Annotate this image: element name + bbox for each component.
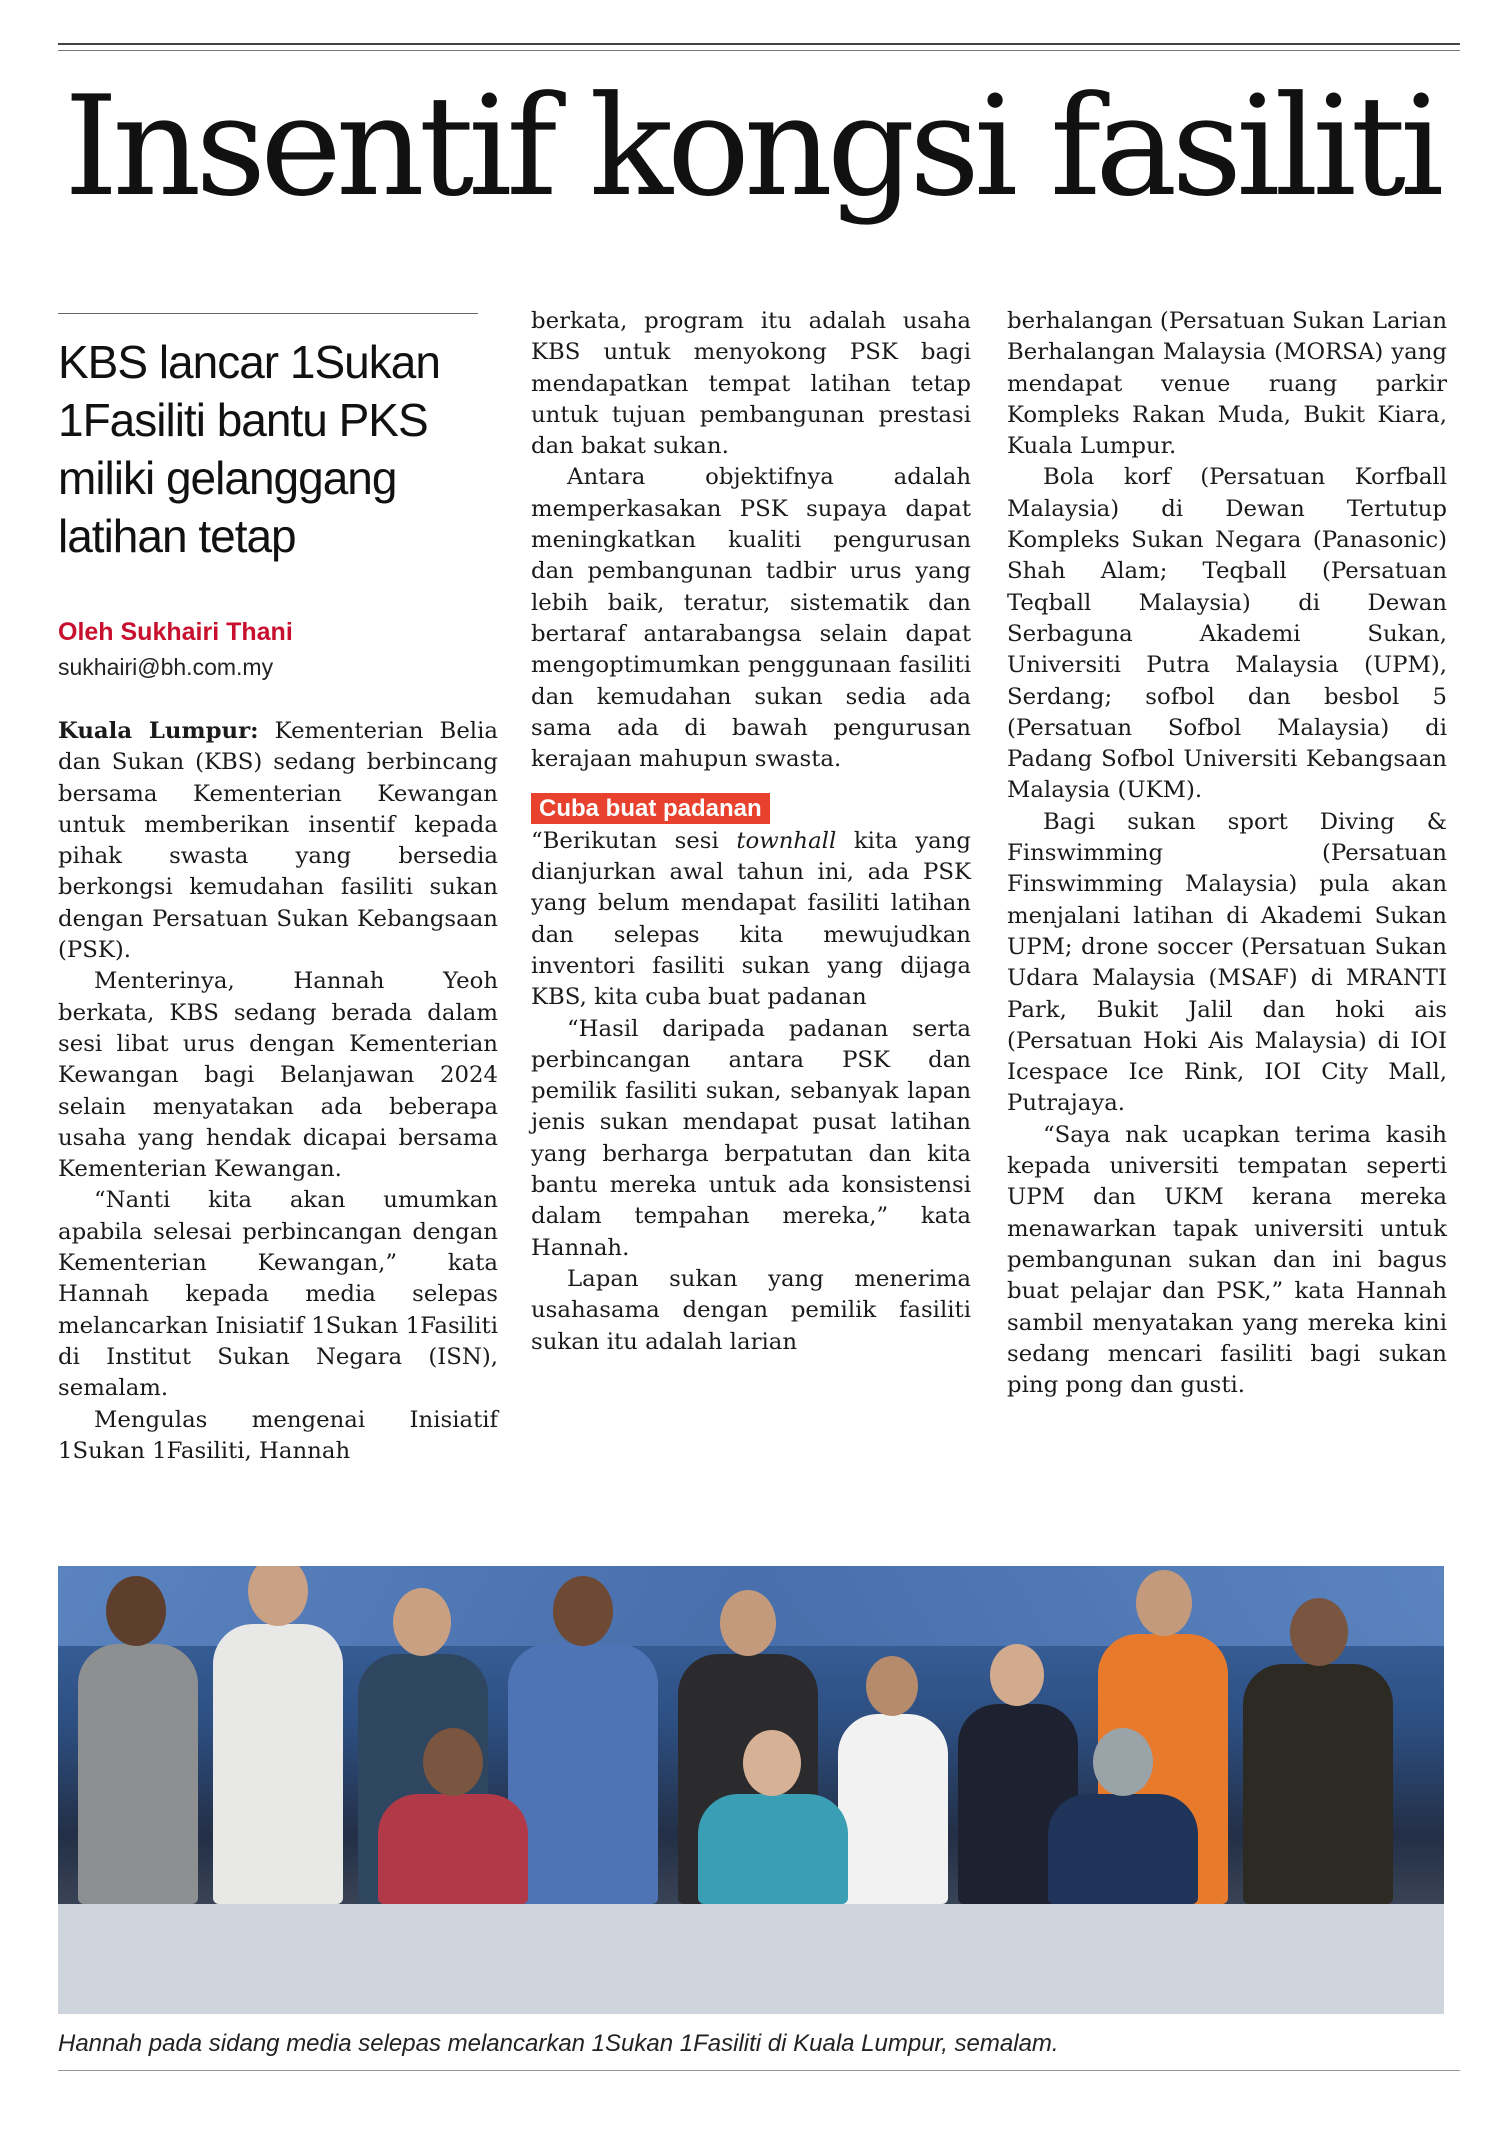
article-column-2 xyxy=(531,306,971,1358)
photo-person-head xyxy=(743,1730,801,1796)
article-column-3 xyxy=(1007,306,1447,1401)
paragraph: Bola korf (Persatuan Korfball Malaysia) di Dewan Tertutup Kompleks Sukan Negara (Panasonic) Shah Alam; Teqball (Persatuan Teqball Malaysia) di Dewan Serbaguna Akademi Sukan, Universiti Putra Malaysia (UPM), Serdang; sofbol dan besbol 5 (Persatuan Sofbol Malaysia) di Padang Sofbol Universiti Kebangsaan Malaysia (UKM). xyxy=(1007,464,1447,804)
article-column-1 xyxy=(58,716,498,1467)
photo-person-seated xyxy=(378,1794,528,1904)
paragraph-text: “Berikutan sesi xyxy=(531,827,737,854)
photo-person xyxy=(508,1644,658,1904)
photo-person-head xyxy=(866,1656,918,1716)
photo-person xyxy=(1243,1664,1393,1904)
paragraph-text: Kementerian Belia dan Sukan (KBS) sedang berbincang bersama Kementerian Kewangan untuk memberikan insentif kepada pihak swasta yang bersedia berkongsi kemudahan fasiliti sukan dengan Persatuan Sukan Kebangsaan (PSK). xyxy=(58,718,498,964)
deck: KBS lancar 1Sukan 1Fasiliti bantu PKS miliki gelanggang latihan tetap xyxy=(58,336,440,562)
photo-person-seated xyxy=(1048,1794,1198,1904)
photo-table xyxy=(58,1904,1444,2014)
photo-caption: Hannah pada sidang media selepas melancarkan 1Sukan 1Fasiliti di Kuala Lumpur, semalam. xyxy=(58,2030,1059,2057)
photo-person xyxy=(78,1644,198,1904)
press-conference-photo xyxy=(58,1566,1444,2014)
subheading: Cuba buat padanan xyxy=(531,793,770,824)
deck-rule xyxy=(58,313,478,314)
paragraph: “Hasil daripada padanan serta perbincangan antara PSK dan pemilik fasiliti sukan, sebanyak lapan jenis sukan mendapat pusat latihan yang berharga berpatutan dan kita bantu mereka untuk ada konsistensi dalam tempahan mereka,” kata Hannah. xyxy=(531,1015,971,1261)
byline: Oleh Sukhairi Thani xyxy=(58,618,293,646)
photo-person-head xyxy=(720,1590,776,1656)
paragraph: Mengulas mengenai Inisiatif 1Sukan 1Fasiliti, Hannah xyxy=(58,1406,498,1464)
photo-person-head xyxy=(1136,1570,1192,1636)
photo-person-head xyxy=(553,1576,613,1646)
photo-person-head xyxy=(990,1644,1044,1706)
author-email: sukhairi@bh.com.my xyxy=(58,654,274,680)
photo-person-head xyxy=(393,1588,451,1656)
paragraph xyxy=(58,716,498,966)
photo-person xyxy=(213,1624,343,1904)
paragraph: “Nanti kita akan umumkan apabila selesai perbincangan dengan Kementerian Kewangan,” kata Hannah kepada media selepas melancarkan Inisiatif 1Sukan 1Fasiliti di Institut Sukan Negara (ISN), semalam. xyxy=(58,1187,498,1402)
headline: Insentif kongsi fasiliti xyxy=(64,66,1439,227)
emphasis-text: townhall xyxy=(736,827,837,854)
paragraph xyxy=(531,826,971,1014)
top-rule xyxy=(58,43,1460,45)
paragraph-text: kita yang dianjurkan awal tahun ini, ada PSK yang belum mendapat fasiliti latihan dan selepas kita mewujudkan inventori fasiliti sukan yang dijaga KBS, kita cuba buat padanan xyxy=(531,827,971,1011)
photo-person-head xyxy=(423,1728,483,1796)
paragraph: berhalangan (Persatuan Sukan Larian Berhalangan Malaysia (MORSA) yang mendapat venue ruang parkir Kompleks Rakan Muda, Bukit Kiara, Kuala Lumpur. xyxy=(1007,308,1448,460)
paragraph: Antara objektifnya adalah memperkasakan PSK supaya dapat meningkatkan kualiti pengurusan dan pembangunan tadbir urus yang lebih baik, teratur, sistematik dan bertaraf antarabangsa selain dapat mengoptimumkan penggunaan fasiliti dan kemudahan sukan sedia ada sama ada di bawah pengurusan kerajaan mahupun swasta. xyxy=(531,464,971,773)
paragraph: “Saya nak ucapkan terima kasih kepada universiti tempatan seperti UPM dan UKM kerana mereka menawarkan tapak universiti untuk pembangunan sukan dan ini bagus buat pelajar dan PSK,” kata Hannah sambil menyatakan yang mereka kini sedang mencari fasiliti bagi sukan ping pong dan gusti. xyxy=(1007,1121,1447,1399)
dateline: Kuala Lumpur: xyxy=(58,718,259,744)
paragraph: Menterinya, Hannah Yeoh berkata, KBS sedang berada dalam sesi libat urus dengan Kementerian Kewangan bagi Belanjawan 2024 selain menyatakan ada beberapa usaha yang hendak dicapai bersama Kementerian Kewangan. xyxy=(58,968,498,1183)
photo-person-head xyxy=(106,1576,166,1646)
photo-person xyxy=(838,1714,948,1904)
photo-person-seated xyxy=(698,1794,848,1904)
photo-person-head xyxy=(1290,1598,1348,1666)
paragraph: Lapan sukan yang menerima usahasama dengan pemilik fasiliti sukan itu adalah larian xyxy=(531,1265,971,1355)
photo-person-head xyxy=(1093,1728,1153,1796)
top-rule-thin xyxy=(58,50,1460,51)
paragraph: Bagi sukan sport Diving & Finswimming (Persatuan Finswimming Malaysia) pula akan menjalani latihan di Akademi Sukan UPM; drone soccer (Persatuan Sukan Udara Malaysia (MSAF) di MRANTI Park, Bukit Jalil dan hoki ais (Persatuan Hoki Ais Malaysia) di IOI Icespace Ice Rink, IOI City Mall, Putrajaya. xyxy=(1007,808,1447,1117)
paragraph: berkata, program itu adalah usaha KBS untuk menyokong PSK bagi mendapatkan tempat latihan tetap untuk tujuan pembangunan prestasi dan bakat sukan. xyxy=(531,308,971,460)
bottom-rule xyxy=(58,2070,1460,2071)
